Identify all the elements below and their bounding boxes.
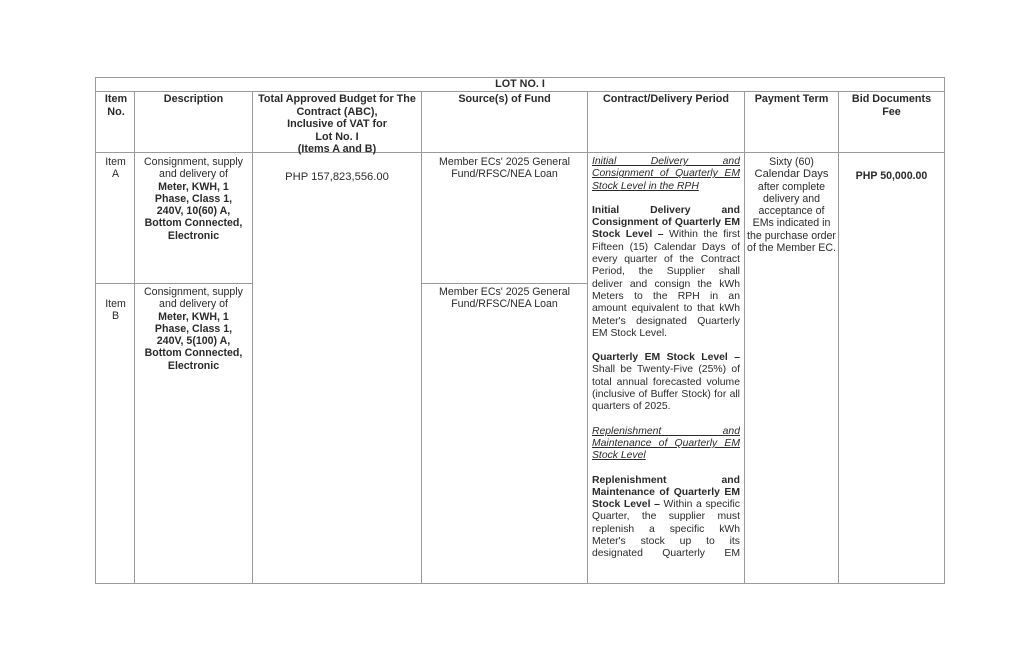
desc-bold-line: Electronic [167,359,220,372]
item-a-source [422,156,587,181]
header-abc-line: Inclusive of VAT for [287,118,387,131]
item-b-letter: B [111,310,120,323]
desc-bold-line: Bottom Connected, [144,347,243,360]
item-a-letter: A [111,168,120,181]
item-a-description [135,156,252,242]
desc-bold-line: Meter, KWH, 1 [158,180,229,193]
desc-bold-line: Bottom Connected, [144,217,243,230]
desc-bold-line: Phase, Class 1, [154,192,233,205]
abc-value: PHP 157,823,556.00 [285,171,389,183]
col-line-5 [744,91,745,583]
source-line: Member ECs' 2025 General [439,286,570,298]
contract-p2-bold: Quarterly EM Stock Level – [592,352,740,364]
lot-table [95,77,945,584]
contract-paragraph-quarterly [592,352,740,413]
contract-p3-text: Within a specific Quarter, the supplier must replenish a specific kWh Meter's stock up to its designated Quarterly EM [592,499,740,560]
item-b-description [135,286,252,372]
contract-p2-text: Shall be Twenty-Five (25%) of total annual forecasted volume (inclusive of Buffer Stock) for all quarters of 2025. [592,364,740,413]
row-divider-source [422,283,588,284]
row-divider-item [96,283,253,284]
header-item-no: Item No. [104,93,128,118]
desc-bold-line: Meter, KWH, 1 [158,310,229,323]
payment-term-line: Calendar Days [754,168,829,181]
source-line: Member ECs' 2025 General [439,156,570,168]
contract-period-text [592,156,740,584]
contract-paragraph-replenishment [592,475,740,561]
header-bid-fee-line: Bid Documents [851,93,932,105]
desc-line: Consignment, supply [144,156,243,168]
contract-heading-replenishment: Replenishment and Maintenance of Quarterly EM Stock Level [592,425,740,462]
bid-fee-value: PHP 50,000.00 [855,170,928,182]
desc-bold-line: Phase, Class 1, [154,322,233,335]
item-a-word: Item [105,156,126,168]
header-payment-term: Payment Term [754,93,829,105]
header-bid-fee-line: Fee [882,105,901,118]
header-source: Source(s) of Fund [458,93,551,105]
lot-title: LOT NO. I [495,78,545,90]
header-abc-line: (Items A and B) [297,143,377,156]
contract-p3-bold: Replenishment and Maintenance of Quarterly EM Stock Level – [592,474,740,511]
desc-bold-line: Electronic [167,229,220,242]
header-abc-line: Contract (ABC), [296,105,378,118]
desc-bold-line: 240V, 5(100) A, [156,335,231,348]
col-line-2 [252,91,253,583]
header-contract-period: Contract/Delivery Period [602,93,729,105]
header-bid-fee [839,93,944,118]
col-line-4 [587,91,588,583]
header-abc-line: Total Approved Budget for The [258,93,416,105]
contract-heading-initial: Initial Delivery and Consignment of Quarterly EM Stock Level in the RPH [592,156,740,192]
contract-paragraph-initial [592,205,740,340]
desc-bold-line: 240V, 10(60) A, [156,205,231,218]
desc-line: and delivery of [159,298,228,311]
header-abc [253,93,421,156]
item-b-source [422,286,587,311]
item-a-label [97,156,134,181]
source-line: Fund/RFSC/NEA Loan [451,298,558,311]
item-b-word: Item [105,298,126,310]
contract-p1-bold: Initial Delivery and Consignment of Quarterly EM Stock Level – [592,204,740,241]
payment-term-rest: after complete delivery and acceptance of EMs indicated in the purchase order of the Member EC. [747,180,836,255]
item-b-label [97,298,134,323]
col-line-6 [838,91,839,583]
payment-term-text [747,156,836,254]
contract-p1-text: Within the first Fifteen (15) Calendar Days of every quarter of the Contract Period, the Supplier shall deliver and consign the kWh Meters to the RPH in an amount equivalent to that kWh Meter's designated Quarterly EM Stock Level. [592,229,740,339]
desc-line: Consignment, supply [144,286,243,298]
payment-term-line: Sixty (60) [769,156,814,168]
desc-line: and delivery of [159,168,228,181]
header-abc-line: Lot No. I [315,130,359,143]
source-line: Fund/RFSC/NEA Loan [451,168,558,181]
header-bottom-line [96,152,944,153]
header-divider [96,91,944,92]
header-description: Description [163,93,224,105]
